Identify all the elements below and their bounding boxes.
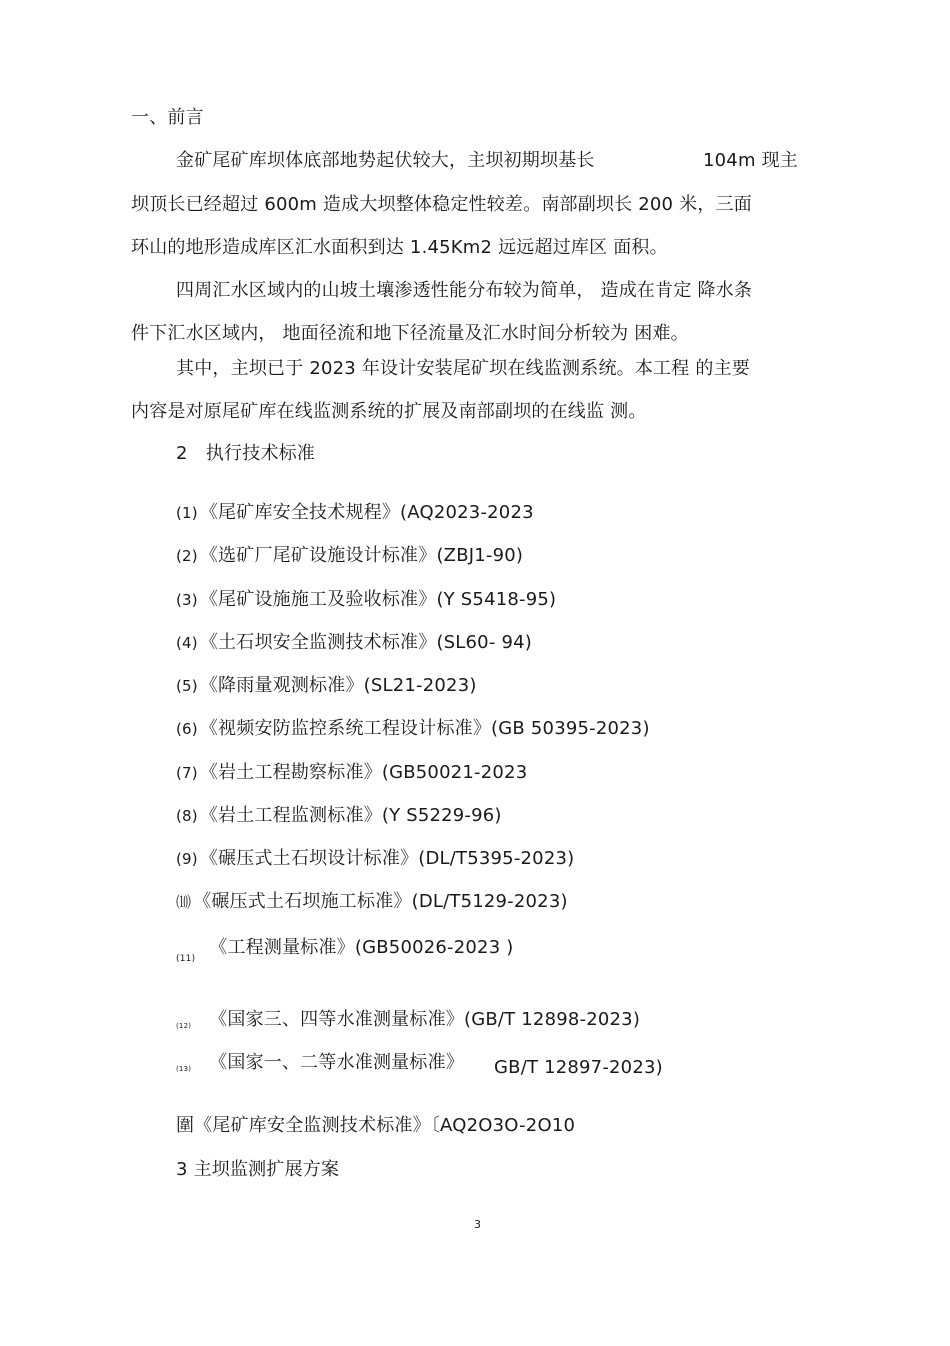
intro-heading: 一、前言 — [131, 107, 204, 128]
p2-line1: 四周汇水区域内的山坡土壤渗透性能分布较为简单， 造成在肯定 降水条 — [176, 280, 753, 301]
p1-line1b: 104m 现主 — [703, 150, 799, 171]
standard-num: (1) — [176, 504, 198, 522]
standard-text: 《岩土工程监测标准》(Y S5229-96) — [199, 805, 502, 826]
standard-item — [176, 544, 523, 568]
standard-text: 《选矿厂尾矿设施设计标准》(ZBJ1-90) — [199, 545, 524, 566]
p3-line2: 内容是对原尾矿库在线监测系统的扩展及南部副坝的在线监 测。 — [131, 401, 647, 422]
standard-num: ⑽ — [176, 893, 192, 911]
standard-item — [176, 501, 534, 525]
standard-text: 《视频安防监控系统工程设计标准》(GB 50395-2023) — [199, 718, 650, 739]
standard-item — [176, 804, 502, 828]
standard-text: 《碾压式土石坝施工标准》(DL/T5129-2023) — [193, 891, 568, 912]
standard-text: 《土石坝安全监测技术标准》(SL60- 94) — [199, 632, 532, 653]
standard-item — [176, 1051, 464, 1081]
standard-item — [176, 674, 477, 698]
standard-text-tail: GB/T 12897-2023) — [494, 1057, 663, 1078]
standard-num: (6) — [176, 720, 198, 738]
standard-item — [176, 847, 574, 871]
standard-text: 《尾矿库安全技术规程》(AQ2023-2023 — [199, 502, 534, 523]
standard-item — [176, 631, 532, 655]
standard-text: 《国家三、四等水准测量标准》(GB/T 12898-2023) — [209, 1009, 641, 1030]
p3-line1: 其中，主坝已于 2023 年设计安装尾矿坝在线监测系统。本工程 的主要 — [176, 358, 750, 379]
standard-text: 《尾矿设施施工及验收标准》(Y S5418-95) — [199, 589, 557, 610]
standard-num: (4) — [176, 634, 198, 652]
standard-item — [176, 588, 556, 612]
standard-text: 《碾压式土石坝设计标准》(DL/T5395-2023) — [199, 848, 575, 869]
standard-num: (8) — [176, 807, 198, 825]
standard-text: 《岩土工程勘察标准》(GB50021-2023 — [199, 762, 528, 783]
standard-num: (11) — [176, 954, 196, 964]
standard-text: 《工程测量标准》(GB50026-2023 ) — [209, 937, 514, 958]
standard-item — [176, 761, 527, 785]
standard-item — [176, 936, 514, 971]
standard-num: (5) — [176, 677, 198, 695]
p1-line3: 环山的地形造成库区汇水面积到达 1.45Km2 远远超过库区 面积。 — [131, 237, 668, 258]
standard-num: (13) — [176, 1065, 192, 1073]
standard-num: (12) — [176, 1022, 192, 1030]
standard-item — [176, 890, 568, 914]
main-dam-heading: 3 主坝监测扩展方案 — [176, 1159, 340, 1180]
standard-item — [176, 717, 650, 741]
standards-heading: 2 执行技术标准 — [176, 443, 316, 464]
standard-num: (3) — [176, 591, 198, 609]
page-number: 3 — [474, 1218, 481, 1231]
standard-num: (9) — [176, 850, 198, 868]
standard-text: 《降雨量观测标准》(SL21-2023) — [199, 675, 477, 696]
standard-item: 圍《尾矿库安全监测技术标准》〔AQ2O3O-2O10 — [176, 1115, 576, 1136]
standard-item — [176, 1008, 640, 1038]
standard-text: 《国家一、二等水准测量标准》 — [209, 1052, 464, 1073]
p2-line2: 件下汇水区域内， 地面径流和地下径流量及汇水时间分析较为 困难。 — [131, 323, 689, 344]
p1-line1a: 金矿尾矿库坝体底部地势起伏较大，主坝初期坝基长 — [176, 150, 595, 171]
p1-line2: 坝顶长已经超过 600m 造成大坝整体稳定性较差。南部副坝长 200 米，三面 — [131, 194, 752, 215]
standard-num: (7) — [176, 764, 198, 782]
standard-num: (2) — [176, 547, 198, 565]
